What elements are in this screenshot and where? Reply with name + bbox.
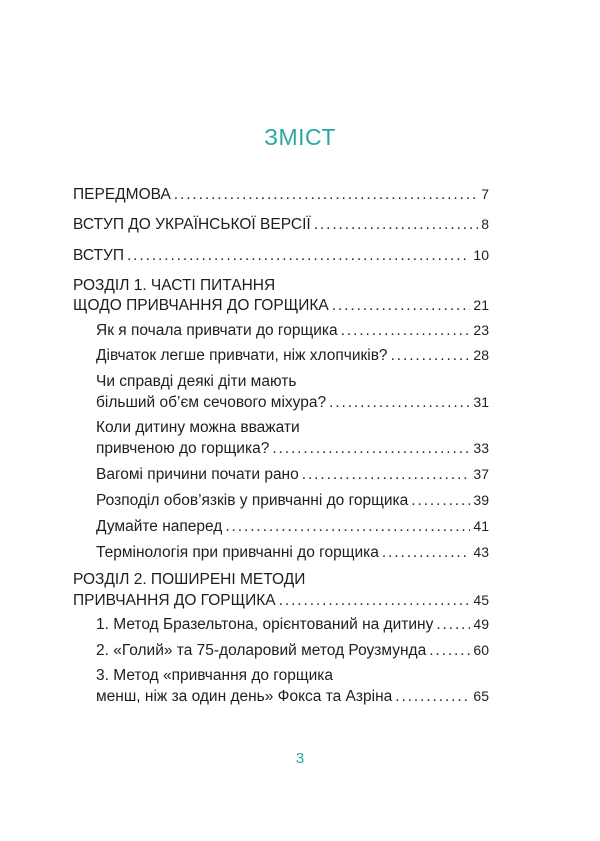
- leader-dots: [436, 615, 470, 635]
- toc-entry-page: 43: [473, 544, 489, 560]
- toc-chapter1-line1: РОЗДІЛ 1. ЧАСТІ ПИТАННЯ: [73, 277, 276, 294]
- toc-entry-page: 41: [473, 518, 489, 534]
- toc-entry-text: привченою до горщика?: [96, 440, 270, 457]
- toc-entry-page: 21: [473, 297, 489, 313]
- toc-entry-ch2-s2[interactable]: [96, 640, 489, 661]
- toc-chapter2-line1: РОЗДІЛ 2. ПОШИРЕНІ МЕТОДИ: [73, 571, 306, 588]
- toc-entry-chapter2[interactable]: [73, 590, 489, 611]
- toc-entry-chapter1[interactable]: [73, 295, 489, 316]
- leader-dots: [332, 296, 471, 316]
- toc-ch1-s4-line1: Коли дитину можна вважати: [96, 419, 300, 436]
- toc-entry-text: 1. Метод Бразельтона, орієнтований на дитину: [96, 616, 434, 633]
- leader-dots: [411, 491, 470, 511]
- toc-entry-text: ЩОДО ПРИВЧАННЯ ДО ГОРЩИКА: [73, 297, 329, 314]
- leader-dots: [391, 346, 471, 366]
- toc-entry-ch1-s2[interactable]: [96, 345, 489, 366]
- toc-title: ЗМІСТ: [264, 124, 336, 150]
- leader-dots: [225, 517, 470, 537]
- toc-entry-text: ВСТУП: [73, 247, 124, 264]
- leader-dots: [302, 465, 471, 485]
- toc-entry-intro[interactable]: [73, 245, 489, 266]
- toc-entry-text: Вагомі причини почати рано: [96, 466, 299, 483]
- toc-entry-foreword[interactable]: [73, 184, 489, 205]
- toc-entry-page: 45: [473, 592, 489, 608]
- toc-entry-ch1-s4[interactable]: [96, 438, 489, 459]
- toc-entry-text: Дівчаток легше привчати, ніж хлопчиків?: [96, 347, 388, 364]
- toc-entry-ch1-s5[interactable]: [96, 464, 489, 485]
- toc-entry-page: 10: [473, 247, 489, 263]
- leader-dots: [279, 591, 471, 611]
- toc-entry-text: ПЕРЕДМОВА: [73, 186, 171, 203]
- toc-entry-ch1-s6[interactable]: [96, 490, 489, 511]
- toc-entry-page: 28: [473, 347, 489, 363]
- leader-dots: [314, 215, 479, 235]
- toc-entry-text: Розподіл обов’язків у привчанні до горщика: [96, 492, 409, 509]
- leader-dots: [174, 185, 478, 205]
- toc-entry-text: Думайте наперед: [96, 518, 223, 535]
- toc-entry-page: 37: [473, 466, 489, 482]
- toc-entry-text: ВСТУП ДО УКРАЇНСЬКОЇ ВЕРСІЇ: [73, 216, 311, 233]
- toc-entry-ch1-s3[interactable]: [96, 392, 489, 413]
- toc-entry-page: 33: [473, 440, 489, 456]
- toc-ch1-s3-line1: Чи справді деякі діти мають: [96, 373, 297, 390]
- leader-dots: [382, 543, 471, 563]
- page-number: 3: [295, 750, 305, 767]
- toc-entry-text: менш, ніж за один день» Фокса та Азріна: [96, 688, 393, 705]
- leader-dots: [341, 321, 471, 341]
- leader-dots: [429, 641, 470, 661]
- toc-entry-intro-ua[interactable]: [73, 214, 489, 235]
- toc-entry-text: більший об’єм сечового міхура?: [96, 394, 327, 411]
- toc-entry-ch1-s1[interactable]: [96, 320, 489, 341]
- toc-entry-page: 49: [473, 616, 489, 632]
- toc-entry-page: 8: [481, 216, 489, 232]
- toc-entry-ch1-s7[interactable]: [96, 516, 489, 537]
- toc-entry-page: 39: [473, 492, 489, 508]
- toc-entry-page: 23: [473, 322, 489, 338]
- toc-entry-page: 65: [473, 688, 489, 704]
- toc-entry-text: ПРИВЧАННЯ ДО ГОРЩИКА: [73, 592, 276, 609]
- toc-entry-ch2-s3[interactable]: [96, 686, 489, 707]
- toc-entry-text: Термінологія при привчанні до горщика: [96, 544, 379, 561]
- leader-dots: [329, 393, 470, 413]
- toc-entry-text: Як я почала привчати до горщика: [96, 322, 338, 339]
- leader-dots: [395, 687, 470, 707]
- toc-entry-page: 7: [481, 186, 489, 202]
- leader-dots: [272, 439, 470, 459]
- toc-entry-ch2-s1[interactable]: [96, 614, 489, 635]
- leader-dots: [127, 246, 470, 266]
- toc-entry-page: 31: [473, 394, 489, 410]
- toc-ch2-s3-line1: 3. Метод «привчання до горщика: [96, 667, 334, 684]
- toc-entry-page: 60: [473, 642, 489, 658]
- toc-entry-text: 2. «Голий» та 75-доларовий метод Роузмунда: [96, 642, 427, 659]
- toc-entry-ch1-s8[interactable]: [96, 542, 489, 563]
